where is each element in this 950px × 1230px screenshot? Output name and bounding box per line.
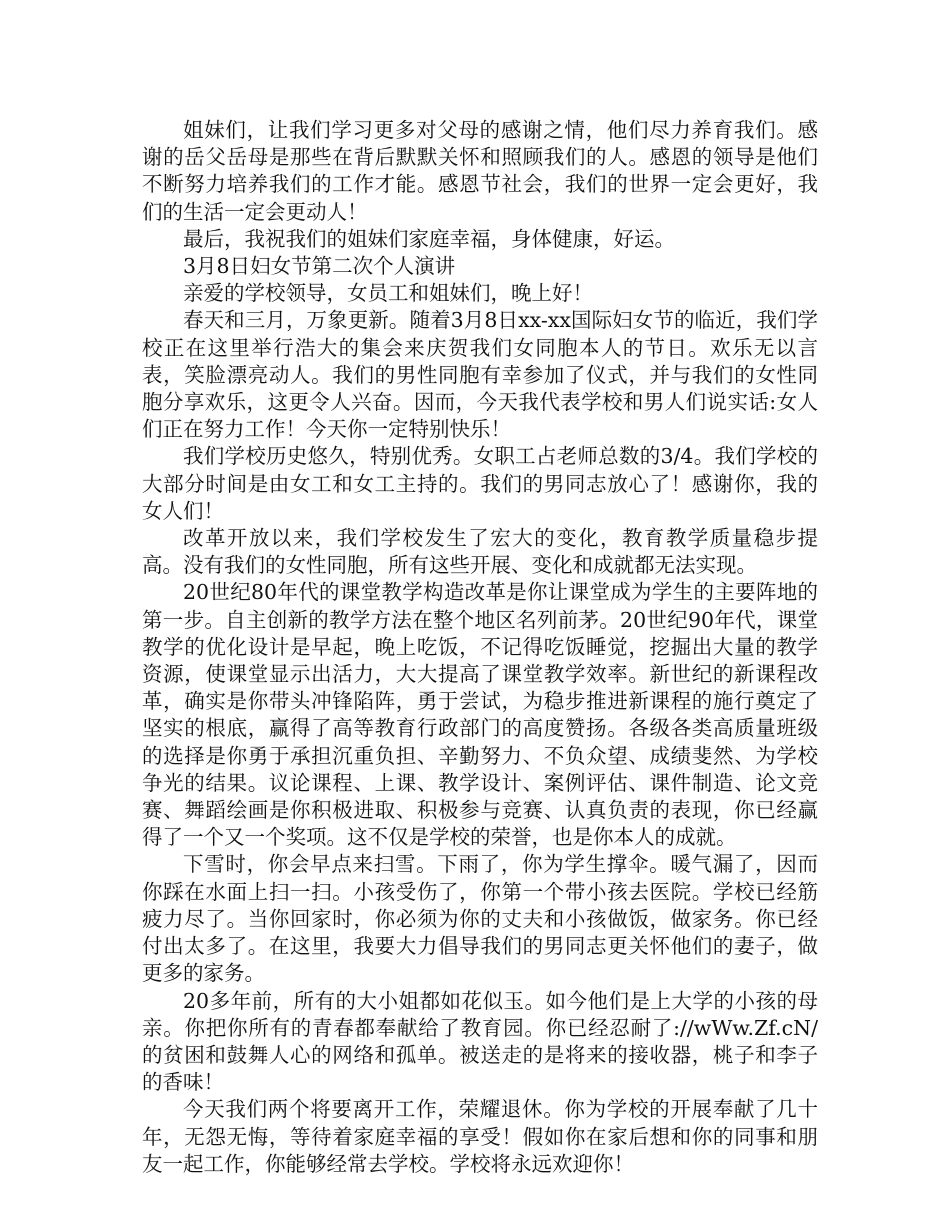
paragraph-thanks-parents: 姐妹们，让我们学习更多对父母的感谢之情，他们尽力养育我们。感谢的岳父岳母是那些在背后默默关怀和照顾我们的人。感恩的领导是他们不断努力培养我们的工作才能。感恩节社会，我们的世界一定会更好，我们的生活一定会更动人！	[142, 118, 818, 224]
paragraph-school-history: 我们学校历史悠久，特别优秀。女职工占老师总数的3/4。我们学校的大部分时间是由女工和女工主持的。我们的男同志放心了！感谢你，我的女人们！	[142, 444, 818, 523]
paragraph-spring: 春天和三月，万象更新。随着3月8日xx-xx国际妇女节的临近，我们学校正在这里举行浩大的集会来庆贺我们女同胞本人的节日。欢乐无以言表，笑脸漂亮动人。我们的男性同胞有幸参加了仪式，并与我们的女性同胞分享欢乐，这更令人兴奋。因而，今天我代表学校和男人们说实话:女人们正在努力工作！今天你一定特别快乐！	[142, 308, 818, 442]
paragraph-retirement: 今天我们两个将要离开工作，荣耀退休。你为学校的开展奉献了几十年，无怨无悔，等待着家庭幸福的享受！假如你在家后想和你的同事和朋友一起工作，你能够经常去学校。学校将永远欢迎你！	[142, 1097, 818, 1176]
paragraph-greeting: 亲爱的学校领导，女员工和姐妹们，晚上好！	[183, 281, 593, 306]
document-body	[142, 117, 818, 1178]
paragraph-closing-wishes: 最后，我祝我们的姐妹们家庭幸福，身体健康，好运。	[183, 226, 675, 251]
paragraph-teaching-reform: 20世纪80年代的课堂教学构造改革是你让课堂成为学生的主要阵地的第一步。自主创新的教学方法在整个地区名列前茅。20世纪90年代，课堂教学的优化设计是早起，晚上吃饭，不记得吃饭睡觉，挖掘出大量的教学资源，使课堂显示出活力，大大提高了课堂教学效率。新世纪的新课程改革，确实是你带头冲锋陷阵，勇于尝试，为稳步推进新课程的施行奠定了坚实的根底，赢得了高等教育行政部门的高度赞扬。各级各类高质量班级的选择是你勇于承担沉重负担、辛勤努力、不负众望、成绩斐然、为学校争光的结果。议论课程、上课、教学设计、案例评估、课件制造、论文竞赛、舞蹈绘画是你积极进取、积极参与竞赛、认真负责的表现，你已经赢得了一个又一个奖项。这不仅是学校的荣誉，也是你本人的成就。	[142, 580, 818, 850]
paragraph-dedication: 下雪时，你会早点来扫雪。下雨了，你为学生撑伞。暖气漏了，因而你踩在水面上扫一扫。小孩受伤了，你第一个带小孩去医院。学校已经筋疲力尽了。当你回家时，你必须为你的丈夫和小孩做饭，做家务。你已经付出太多了。在这里，我要大力倡导我们的男同志更关怀他们的妻子，做更多的家务。	[142, 852, 818, 986]
paragraph-youth: 20多年前，所有的大小姐都如花似玉。如今他们是上大学的小孩的母亲。你把你所有的青春都奉献给了教育园。你已经忍耐了://wWw.Zf.cN/的贫困和鼓舞人心的网络和孤单。被送走的是将来的接收器，桃子和李子的香味！	[142, 988, 818, 1095]
paragraph-reform: 改革开放以来，我们学校发生了宏大的变化，教育教学质量稳步提高。没有我们的女性同胞，所有这些开展、变化和成就都无法实现。	[142, 526, 818, 578]
speech-heading: 3月8日妇女节第二次个人演讲	[183, 254, 456, 279]
